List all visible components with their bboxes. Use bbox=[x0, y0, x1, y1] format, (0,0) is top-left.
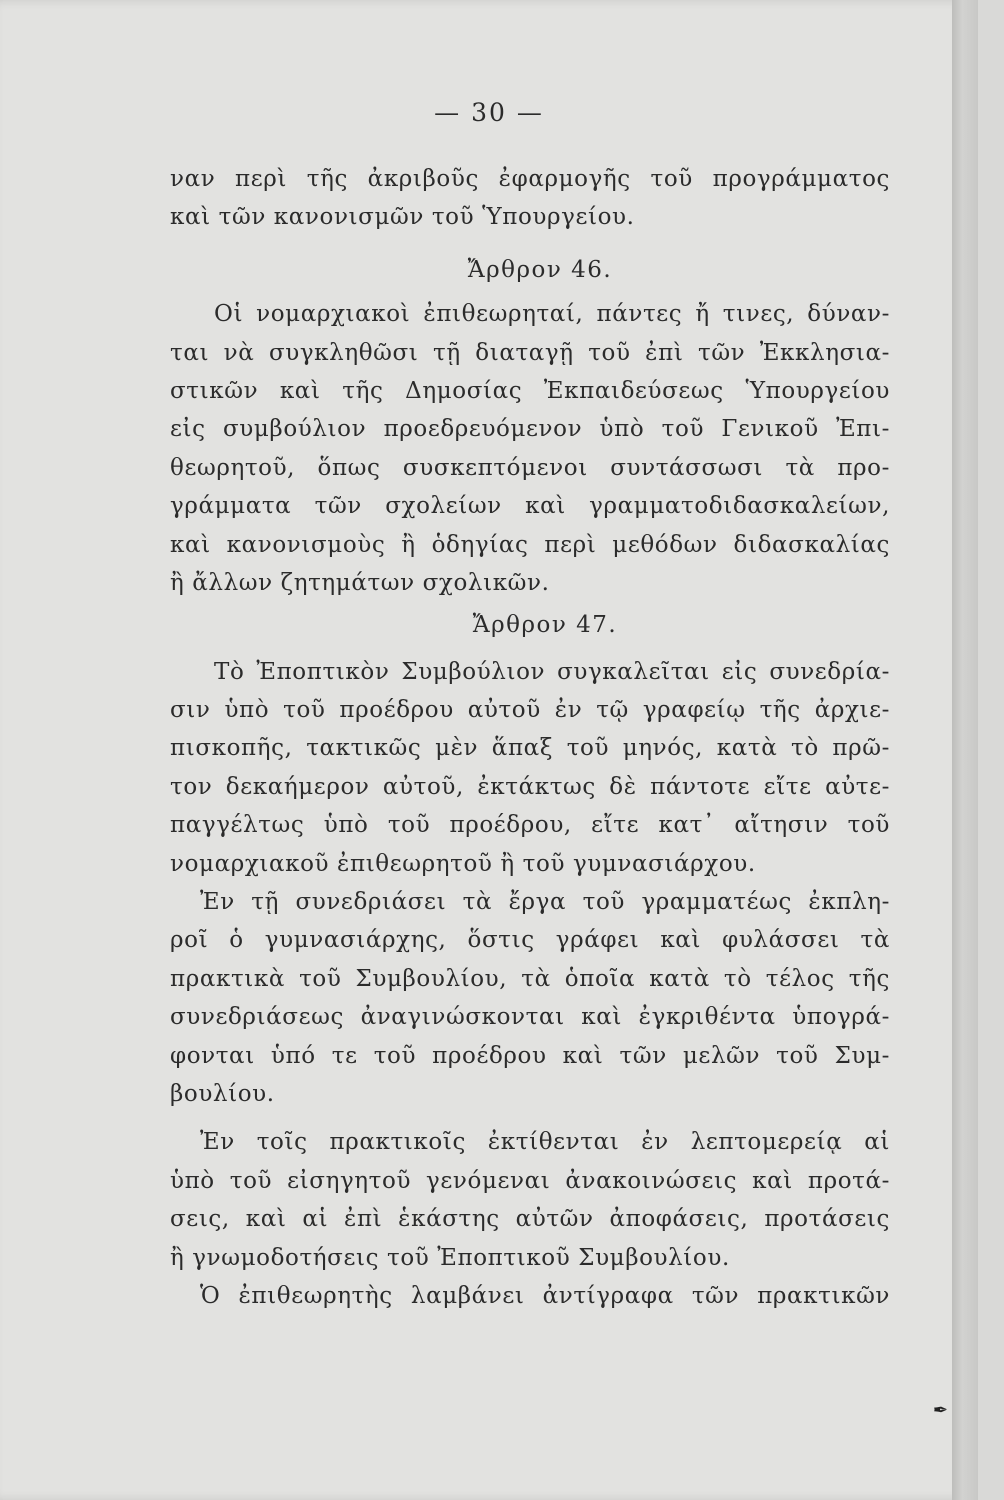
text-line: ἢ ἄλλων ζητημάτων σχολικῶν. bbox=[170, 569, 550, 596]
text-line: ναν περὶ τῆς ἀκριβοῦς ἐφαρμογῆς τοῦ προγράμματος bbox=[170, 166, 890, 192]
text-line: καὶ κανονισμοὺς ἢ ὁδηγίας περὶ μεθόδων διδασκαλίας bbox=[170, 531, 890, 558]
text-line: θεωρητοῦ, ὅπως συσκεπτόμενοι συντάσσωσι τὰ προ- bbox=[170, 454, 890, 481]
text-line: ροῖ ὁ γυμνασιάρχης, ὅστις γράφει καὶ φυλάσσει τὰ bbox=[170, 927, 890, 954]
article-heading-46: Ἄρθρον 46. bbox=[467, 256, 613, 283]
text-line: σεις, καὶ αἱ ἐπὶ ἑκάστης αὐτῶν ἀποφάσεις, προτάσεις bbox=[170, 1206, 890, 1233]
text-line: βουλίου. bbox=[170, 1080, 275, 1107]
text-line: Ἐν τῇ συνεδριάσει τὰ ἔργα τοῦ γραμματέως ἐκπλη- bbox=[200, 889, 890, 916]
text-line: ὑπὸ τοῦ εἰσηγητοῦ γενόμεναι ἀνακοινώσεις καὶ προτά- bbox=[170, 1167, 890, 1194]
text-line: Τὸ Ἐποπτικὸν Συμβούλιον συγκαλεῖται εἰς συνεδρία- bbox=[214, 658, 890, 685]
text-line: γράμματα τῶν σχολείων καὶ γραμματοδιδασκαλείων, bbox=[170, 493, 890, 520]
text-line: συνεδριάσεως ἀναγινώσκονται καὶ ἐγκριθέντα ὑπογρά- bbox=[170, 1004, 890, 1031]
text-line: νομαρχιακοῦ ἐπιθεωρητοῦ ἢ τοῦ γυμνασιάρχου. bbox=[170, 850, 756, 877]
text-line: στικῶν καὶ τῆς Δημοσίας Ἐκπαιδεύσεως Ὑπουργείου bbox=[170, 377, 890, 404]
text-line: φονται ὑπό τε τοῦ προέδρου καὶ τῶν μελῶν τοῦ Συμ- bbox=[170, 1042, 890, 1069]
text-line: πρακτικὰ τοῦ Συμβουλίου, τὰ ὁποῖα κατὰ τὸ τέλος τῆς bbox=[170, 965, 890, 992]
article-heading-47: Ἄρθρον 47. bbox=[472, 612, 618, 639]
text-line: Οἱ νομαρχιακοὶ ἐπιθεωρηταί, πάντες ἤ τινες, δύναν- bbox=[214, 301, 890, 328]
text-line: παγγέλτως ὑπὸ τοῦ προέδρου, εἴτε κατ᾽ αἴτησιν τοῦ bbox=[170, 812, 890, 839]
text-line: καὶ τῶν κανονισμῶν τοῦ Ὑπουργείου. bbox=[170, 204, 635, 231]
text-line: ἢ γνωμοδοτήσεις τοῦ Ἐποπτικοῦ Συμβουλίου. bbox=[170, 1244, 730, 1271]
page-number: — 30 — bbox=[434, 98, 544, 127]
text-line: ται νὰ συγκληθῶσι τῇ διαταγῇ τοῦ ἐπὶ τῶν Ἐκκλησια- bbox=[170, 339, 890, 366]
text-line: Ὁ ἐπιθεωρητὴς λαμβάνει ἀντίγραφα τῶν πρακτικῶν bbox=[200, 1282, 890, 1309]
text-line: τον δεκαήμερον αὐτοῦ, ἐκτάκτως δὲ πάντοτε εἴτε αὐτε- bbox=[170, 773, 890, 800]
text-line: πισκοπῆς, τακτικῶς μὲν ἅπαξ τοῦ μηνός, κατὰ τὸ πρῶ- bbox=[170, 735, 890, 762]
page-edge bbox=[952, 0, 978, 1500]
text-line: Ἐν τοῖς πρακτικοῖς ἐκτίθενται ἐν λεπτομερείᾳ αἱ bbox=[200, 1129, 890, 1156]
text-line: εἰς συμβούλιον προεδρευόμενον ὑπὸ τοῦ Γενικοῦ Ἐπι- bbox=[170, 416, 890, 443]
text-line: σιν ὑπὸ τοῦ προέδρου αὐτοῦ ἐν τῷ γραφείῳ τῆς ἀρχιε- bbox=[170, 697, 890, 724]
ink-mark: ✒ bbox=[932, 1400, 948, 1421]
page-body bbox=[170, 160, 890, 1315]
